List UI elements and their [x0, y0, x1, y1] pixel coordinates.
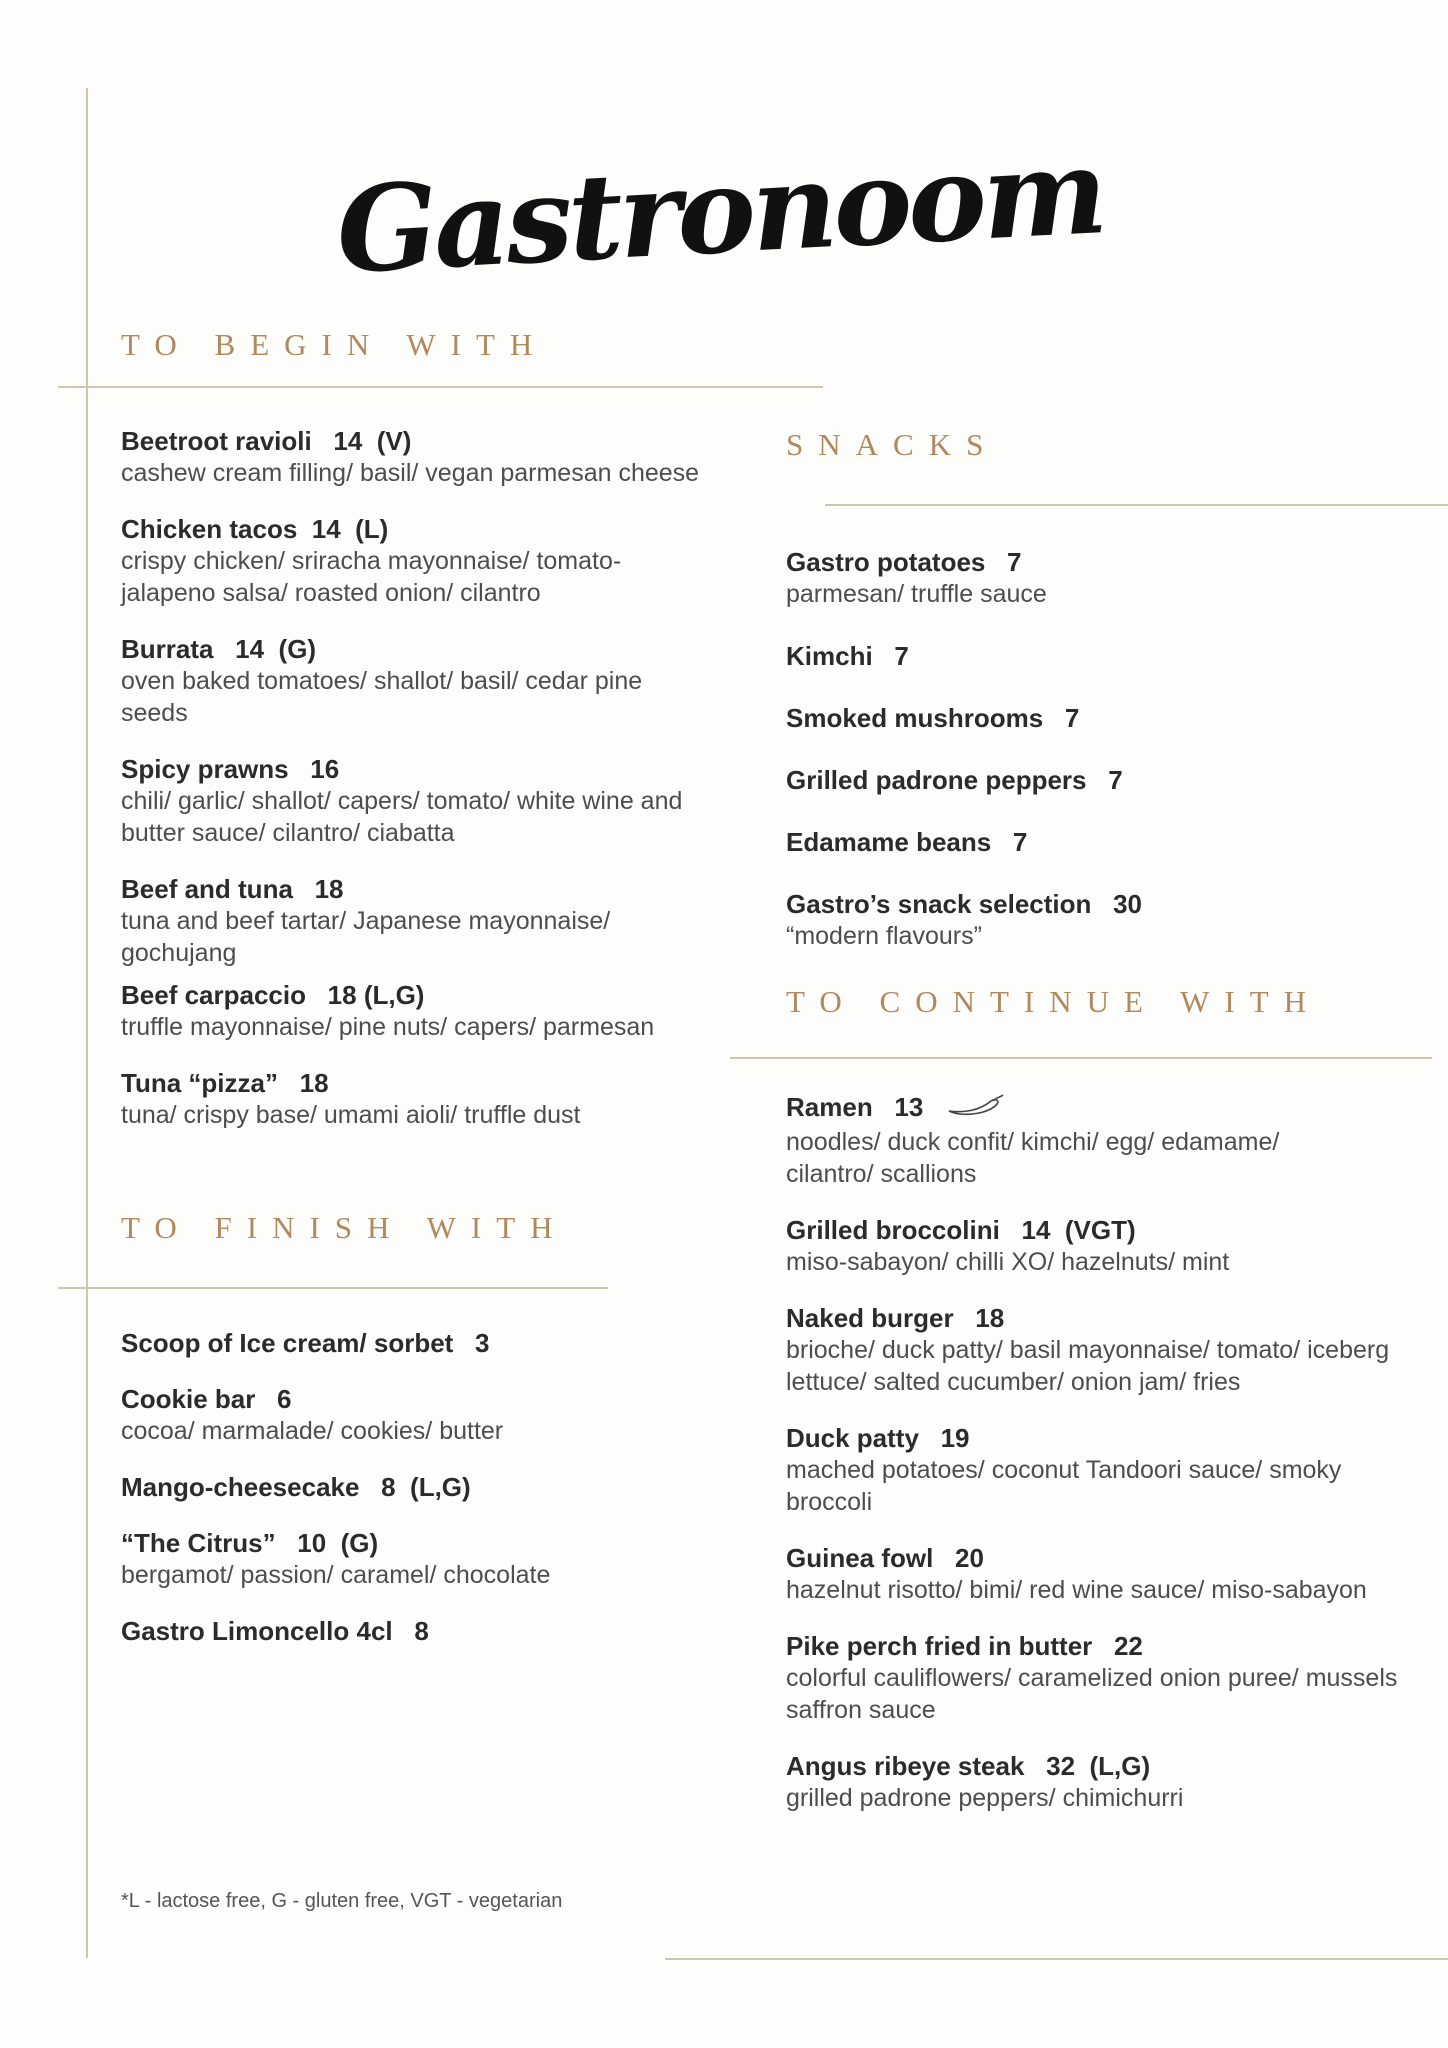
item-name: Beef and tuna: [121, 874, 293, 904]
brand-logo: Gastronoom: [333, 120, 1107, 300]
item-price: 20: [955, 1542, 984, 1573]
item-price: 19: [940, 1422, 970, 1453]
item-description: miso-sabayon/ chilli XO/ hazelnuts/ mint: [786, 1247, 1230, 1276]
item-description: noodles/ duck confit/ kimchi/ egg/ edamame/ cilantro/ scallions: [786, 1127, 1280, 1188]
menu-item: [786, 1542, 1436, 1606]
item-tag: (L): [355, 514, 389, 544]
item-title: [121, 633, 741, 665]
item-title: [786, 546, 1406, 578]
item-name: Chicken tacos: [121, 514, 298, 544]
item-price: 13: [894, 1092, 924, 1122]
item-price: 14: [333, 426, 363, 456]
menu-item: [121, 1327, 741, 1359]
item-name: Tuna “pizza”: [121, 1068, 278, 1098]
item-price: 18: [299, 1068, 329, 1098]
item-title: [121, 873, 741, 905]
item-description: grilled padrone peppers/ chimichurri: [786, 1783, 1184, 1812]
item-tag: (V): [376, 426, 412, 456]
item-tag: (VGT): [1064, 1214, 1136, 1245]
item-title: [786, 888, 1406, 920]
item-price: 10: [297, 1528, 327, 1558]
heading-to-finish-with: TO FINISH WITH: [121, 1210, 568, 1245]
item-price: 16: [310, 754, 340, 784]
item-title: [121, 1327, 741, 1359]
menu-item: [786, 546, 1406, 610]
item-description: truffle mayonnaise/ pine nuts/ capers/ parmesan: [121, 1013, 655, 1041]
item-description: brioche/ duck patty/ basil mayonnaise/ tomato/ iceberg lettuce/ salted cucumber/ onion jam/ fries: [786, 1335, 1390, 1396]
item-price: 14: [235, 634, 265, 664]
item-price: 18: [314, 874, 344, 904]
item-name: Gastro’s snack selection: [786, 889, 1092, 919]
menu-item: [121, 1615, 741, 1647]
menu-item: [121, 425, 741, 489]
item-name: Kimchi: [786, 641, 873, 671]
item-name: Pike perch fried in butter: [786, 1630, 1093, 1661]
item-title: [786, 1542, 1436, 1574]
menu-item: [786, 1750, 1436, 1814]
item-price: 7: [894, 641, 909, 671]
item-name: Guinea fowl: [786, 1542, 934, 1573]
menu-item: [121, 1527, 741, 1591]
item-price: 7: [1012, 827, 1028, 857]
menu-item: [121, 1471, 741, 1503]
item-title: [121, 513, 741, 545]
item-description: cocoa/ marmalade/ cookies/ butter: [121, 1417, 504, 1445]
item-name: Gastro potatoes: [786, 547, 986, 577]
item-name: Beef carpaccio: [121, 980, 306, 1010]
item-title: [121, 1067, 741, 1099]
item-title: [121, 979, 741, 1011]
item-price: 6: [277, 1384, 292, 1414]
menu-item: [121, 873, 741, 969]
item-title: [786, 1750, 1436, 1782]
item-description: tuna/ crispy base/ umami aioli/ truffle dust: [121, 1101, 581, 1129]
item-tag: (L,G): [1089, 1750, 1151, 1781]
item-name: Beetroot ravioli: [121, 426, 312, 456]
menu-item: [786, 1091, 1436, 1190]
item-title: [121, 1527, 741, 1559]
item-description: hazelnut risotto/ bimi/ red wine sauce/ miso-sabayon: [786, 1575, 1367, 1604]
menu-item: [786, 1302, 1436, 1398]
item-price: 7: [1108, 765, 1123, 795]
finish-list: [121, 1327, 741, 1671]
item-name: Grilled broccolini: [786, 1214, 1000, 1245]
item-name: Duck patty: [786, 1422, 919, 1453]
item-name: Gastro Limoncello 4cl: [121, 1616, 393, 1646]
item-title: [786, 1422, 1436, 1454]
menu-item: [121, 753, 741, 849]
item-title: [121, 425, 741, 457]
item-name: Burrata: [121, 634, 214, 664]
item-price: 18: [975, 1302, 1005, 1333]
begin-rule: [58, 386, 823, 388]
snacks-rule: [825, 504, 1448, 506]
menu-item: [786, 1214, 1436, 1278]
item-name: Angus ribeye steak: [786, 1750, 1025, 1781]
item-title: [786, 1302, 1436, 1334]
item-name: Scoop of Ice cream/ sorbet: [121, 1328, 454, 1358]
item-description: bergamot/ passion/ caramel/ chocolate: [121, 1561, 551, 1589]
item-title: [786, 1091, 1436, 1126]
item-title: [121, 753, 741, 785]
item-description: cashew cream filling/ basil/ vegan parmesan cheese: [121, 459, 700, 487]
begin-list: [121, 425, 741, 1155]
item-price: 7: [1007, 547, 1022, 577]
item-name: “The Citrus”: [121, 1528, 276, 1558]
item-price: 30: [1113, 889, 1142, 919]
item-title: [121, 1615, 741, 1647]
item-name: Mango-cheesecake: [121, 1472, 360, 1502]
item-description: crispy chicken/ sriracha mayonnaise/ tomato-jalapeno salsa/ roasted onion/ cilantro: [121, 547, 622, 607]
item-price: 32: [1046, 1750, 1076, 1781]
menu-item: [786, 764, 1406, 796]
continue-rule: [730, 1057, 1432, 1059]
menu-item: [786, 640, 1406, 672]
item-title: [786, 764, 1406, 796]
item-title: [786, 1630, 1436, 1662]
item-price: 8: [414, 1616, 429, 1646]
item-description: oven baked tomatoes/ shallot/ basil/ cedar pine seeds: [121, 667, 643, 727]
left-frame-rule: [86, 88, 88, 1958]
item-price: 14: [311, 514, 341, 544]
item-title: [786, 702, 1406, 734]
finish-rule: [58, 1287, 608, 1289]
item-name: Grilled padrone peppers: [786, 765, 1087, 795]
menu-item: [786, 702, 1406, 734]
item-price: 7: [1064, 703, 1080, 733]
item-price: 22: [1113, 1630, 1143, 1661]
item-price: 14: [1021, 1214, 1051, 1245]
item-description: “modern flavours”: [786, 922, 982, 950]
menu-item: [786, 888, 1406, 952]
item-description: parmesan/ truffle sauce: [786, 580, 1047, 608]
menu-item: [121, 513, 741, 609]
item-tag: (G): [278, 634, 317, 664]
menu-item: [786, 826, 1406, 858]
bottom-rule: [665, 1958, 1448, 1960]
heading-to-begin-with: TO BEGIN WITH: [121, 327, 548, 362]
item-name: Edamame beans: [786, 827, 992, 857]
item-price: 8: [381, 1472, 396, 1502]
dietary-footnote: *L - lactose free, G - gluten free, VGT - vegetarian: [121, 1890, 563, 1912]
item-price: 18: [327, 980, 357, 1010]
item-name: Smoked mushrooms: [786, 703, 1044, 733]
item-title: [786, 826, 1406, 858]
item-title: [786, 1214, 1436, 1246]
chili-pepper-icon: [945, 1093, 1005, 1126]
item-name: Spicy prawns: [121, 754, 289, 784]
item-tag: (L,G): [410, 1472, 471, 1502]
menu-item: [121, 633, 741, 729]
continue-list: [786, 1091, 1436, 1838]
heading-to-continue-with: TO CONTINUE WITH: [786, 984, 1322, 1019]
item-description: mached potatoes/ coconut Tandoori sauce/ smoky broccoli: [786, 1455, 1342, 1516]
menu-item: [121, 1067, 741, 1131]
heading-snacks: SNACKS: [786, 427, 999, 462]
item-price: 3: [475, 1328, 490, 1358]
menu-item: [121, 979, 741, 1043]
menu-item: [121, 1383, 741, 1447]
item-description: colorful cauliflowers/ caramelized onion puree/ mussels saffron sauce: [786, 1663, 1398, 1724]
menu-item: [786, 1422, 1436, 1518]
item-title: [121, 1471, 741, 1503]
menu-item: [786, 1630, 1436, 1726]
item-name: Cookie bar: [121, 1384, 256, 1414]
item-description: tuna and beef tartar/ Japanese mayonnaise/ gochujang: [121, 907, 611, 967]
item-description: chili/ garlic/ shallot/ capers/ tomato/ white wine and butter sauce/ cilantro/ ciabatta: [121, 787, 683, 847]
item-tag: (G): [340, 1528, 379, 1558]
item-name: Ramen: [786, 1092, 873, 1122]
item-name: Naked burger: [786, 1302, 954, 1333]
item-tag: (L,G): [363, 980, 425, 1010]
snacks-list: [786, 546, 1406, 976]
item-title: [786, 640, 1406, 672]
item-title: [121, 1383, 741, 1415]
